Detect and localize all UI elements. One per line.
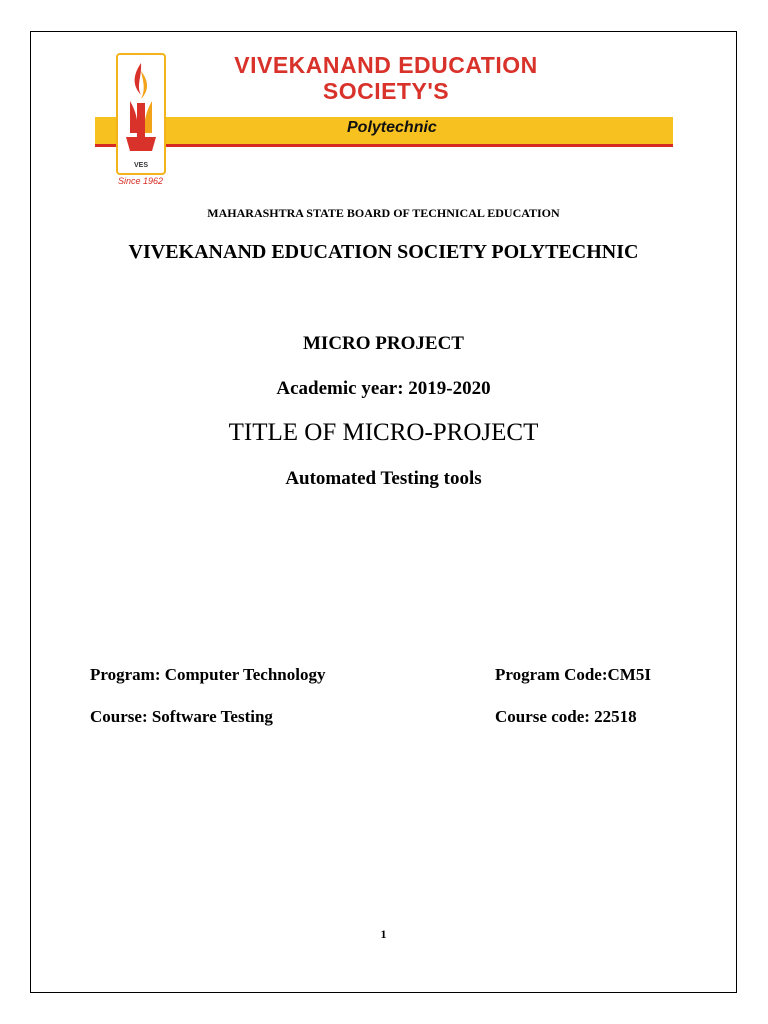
logo-tagline: Polytechnic <box>347 119 437 136</box>
course-label: Course: Software Testing <box>90 707 273 726</box>
board-name: MAHARASHTRA STATE BOARD OF TECHNICAL EDUCATION <box>207 206 560 220</box>
since-label: Since 1962 <box>118 176 164 186</box>
title-heading: TITLE OF MICRO-PROJECT <box>228 419 539 446</box>
project-topic: Automated Testing tools <box>285 468 482 489</box>
logo-title-line2: SOCIETY'S <box>322 78 450 104</box>
emblem-text: VES <box>133 162 149 169</box>
course-code-label: Course code: 22518 <box>495 707 637 726</box>
micro-project-heading: MICRO PROJECT <box>303 333 464 354</box>
program-label: Program: Computer Technology <box>90 665 326 684</box>
page-number: 1 <box>380 927 387 941</box>
academic-year: Academic year: 2019-2020 <box>276 378 491 399</box>
program-code-label: Program Code:CM5I <box>495 665 651 684</box>
institute-name: VIVEKANAND EDUCATION SOCIETY POLYTECHNIC <box>128 241 639 263</box>
logo-band-underline <box>95 144 673 147</box>
logo-title-line1: VIVEKANAND EDUCATION <box>234 52 538 78</box>
ves-emblem-logo <box>116 53 166 175</box>
